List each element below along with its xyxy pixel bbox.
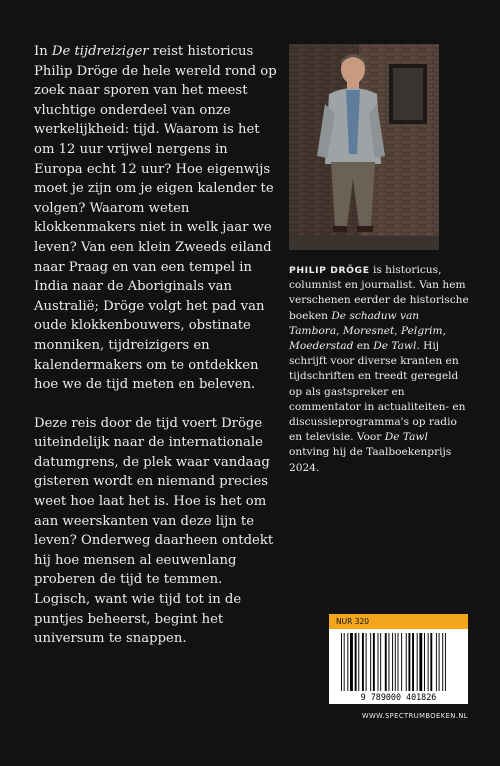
author-bio bbox=[289, 263, 469, 476]
back-cover-blurb bbox=[34, 42, 278, 649]
blurb-text: In bbox=[34, 44, 52, 59]
barcode bbox=[329, 629, 468, 704]
author-photo bbox=[289, 44, 439, 250]
book-title: Moederstad bbox=[289, 340, 354, 353]
bio-text: , bbox=[336, 324, 343, 337]
blurb-text: reist historicus Philip Dröge de hele wereld rond op zoek naar sporen van het meest vluchtige onderdeel van onze werkelijkheid: tijd. Waarom is het om 12 uur vrijwel nergens in Europa echt 12 uur? Hoe eigenwijs moet je zijn om je eigen kalender te volgen? Waarom weten klokkenmakers niet in welk jaar we leven? Van een klein Zweeds eiland naar Praag en van een tempel in India naar de Aboriginals van Australië; Dröge volgt het pad van oude klokkenbouwers, obstinate monniken, tijdreizigers en kalendermakers om te ontdekken hoe we de tijd meten en beleven. bbox=[34, 44, 277, 393]
book-title: De schaduw van Tambora bbox=[289, 309, 420, 337]
bio-text: is historicus, columnist en journalist. Van hem verschenen eerder de historische boeken bbox=[289, 264, 469, 322]
publisher-website: WWW.SPECTRUMBOEKEN.NL bbox=[361, 712, 468, 720]
isbn-barcode-label bbox=[329, 614, 468, 704]
book-title: De Tawl bbox=[373, 340, 417, 353]
bio-text: ontving hij de Taalboekenprijs 2024. bbox=[289, 446, 452, 474]
bio-text: . Hij schrijft voor diverse kranten en tijdschriften en treedt geregeld op als gastspreker en commentator in actualiteiten- en discussieprogramma's op radio en televisie. Voor bbox=[289, 340, 466, 444]
book-title: De Tawl bbox=[384, 431, 428, 444]
author-name: PHILIP DRÖGE bbox=[289, 265, 370, 276]
bio-text: en bbox=[353, 340, 374, 353]
blurb-paragraph-2: Deze reis door de tijd voert Dröge uiteindelijk naar de internationale datumgrens, de plek waar vandaag gisteren wordt en niemand precies weet hoe laat het is. Hoe is het om aan weerskanten van deze lijn te leven? Onderweg daarheen ontdekt hij hoe mensen al eeuwenlang proberen de tijd te temmen. Logisch, want wie tijd tot in de puntjes beheerst, begint het universum te snappen. bbox=[34, 415, 274, 647]
isbn-digits: 9 789000 401826 bbox=[360, 692, 437, 702]
book-title: De tijdreiziger bbox=[51, 44, 149, 59]
blurb-paragraph-1 bbox=[34, 42, 278, 395]
bio-text: , bbox=[394, 324, 402, 337]
nur-code: NUR 320 bbox=[329, 614, 468, 629]
book-title: Pelgrim bbox=[401, 324, 443, 337]
book-title: Moresnet bbox=[342, 324, 395, 337]
bio-text: , bbox=[442, 324, 446, 337]
